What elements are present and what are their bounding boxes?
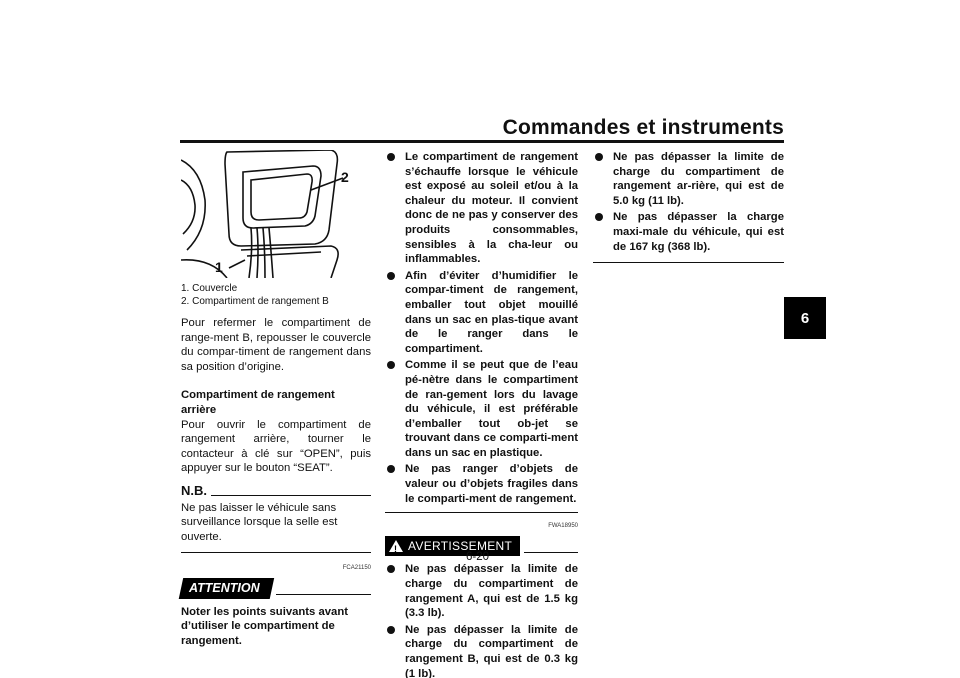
column-1 <box>181 150 371 648</box>
list-item: Ne pas dépasser la limite de charge du compartiment de rangement A, qui est de 1.5 kg (3.3 lb). <box>385 562 578 620</box>
warning-triangle-icon: ! <box>389 540 403 552</box>
warning-rule <box>524 552 578 553</box>
nb-rule <box>211 495 371 496</box>
figure-label-2: 2 <box>341 169 349 185</box>
nb-label: N.B. <box>181 482 207 498</box>
bullet-icon <box>387 465 395 473</box>
bullet-icon <box>387 272 395 280</box>
warning-list-continued <box>593 150 784 254</box>
attention-header <box>181 578 371 599</box>
list-item: Afin d’éviter d’humidifier le compar-timent de rangement, emballer tout objet mouillé dans un sac en plas-tique avant de le ranger dans le compartiment. <box>385 269 578 357</box>
list-item: Ne pas dépasser la charge maxi-male du véhicule, qui est de 167 kg (368 lb). <box>593 210 784 254</box>
warning-list <box>385 562 578 678</box>
bullet-icon <box>387 565 395 573</box>
nb-header <box>181 484 371 499</box>
page-number: 6-20 <box>466 551 490 563</box>
bullet-icon <box>387 153 395 161</box>
nb-text: Ne pas laisser le véhicule sans surveillance lorsque la selle est ouverte. <box>181 501 338 543</box>
bullet-icon <box>387 626 395 634</box>
paragraph-close-compartment: Pour refermer le compartiment de range-ment B, repousser le couvercle du compar-timent de rangement dans sa position d’origine. <box>181 317 371 373</box>
warning-code: FWA18950 <box>548 523 578 530</box>
attention-badge <box>179 578 274 599</box>
list-item: Ne pas ranger d’objets de valeur ou d’objets fragiles dans le comparti-ment de rangement. <box>385 462 578 506</box>
attention-rule <box>276 594 371 595</box>
nb-end-rule <box>181 552 371 553</box>
page-header-title: Commandes et instruments <box>502 116 784 139</box>
paragraph-open-rear: Pour ouvrir le compartiment de rangement arrière, tourner le contacteur à clé sur “OPEN”, puis appuyer sur le bouton “SEAT”. <box>181 418 371 475</box>
list-item: Comme il se peut que de l’eau pé-nètre dans le compartiment de ran-gement lors du lavage du véhicule, il est préférable d’emballer tout ob-jet se trouvant dans ce comparti-ment dans un sac en plastique. <box>385 358 578 460</box>
storage-compartment-illustration <box>181 150 371 278</box>
figure-captions <box>181 282 371 308</box>
warning-badge <box>385 536 520 557</box>
list-item: Le compartiment de rangement s’échauffe lorsque le véhicule est exposé au soleil et/ou à la chaleur du moteur. Il convient donc de ne pas y conserver des produits consommables, sensibles à la cha-leur ou inflammables. <box>385 150 578 267</box>
header-rule <box>180 140 784 143</box>
caption-2: 2. Compartiment de rangement B <box>181 296 329 307</box>
warning-label: AVERTISSEMENT <box>408 538 513 553</box>
column-2 <box>385 150 578 678</box>
column-3 <box>593 150 784 263</box>
warning-end-rule <box>593 262 784 263</box>
precautions-end-rule <box>385 512 578 513</box>
attention-label: ATTENTION <box>189 580 260 595</box>
list-item: Ne pas dépasser la limite de charge du compartiment de rangement ar-rière, qui est de 5.0 kg (11 lb). <box>593 150 784 208</box>
attention-code: FCA21150 <box>342 565 371 572</box>
precautions-list <box>385 150 578 506</box>
chapter-tab: 6 <box>784 297 826 339</box>
figure-label-1: 1 <box>215 259 223 275</box>
list-item: Ne pas dépasser la limite de charge du compartiment de rangement B, qui est de 0.3 kg (1 lb). <box>385 623 578 678</box>
bullet-icon <box>595 153 603 161</box>
bullet-icon <box>387 361 395 369</box>
attention-text: Noter les points suivants avant d’utiliser le compartiment de rangement. <box>181 605 348 647</box>
subheading-rear-compartment: Compartiment de rangement arrière <box>181 389 335 416</box>
bullet-icon <box>595 213 603 221</box>
caption-1: 1. Couvercle <box>181 283 238 294</box>
